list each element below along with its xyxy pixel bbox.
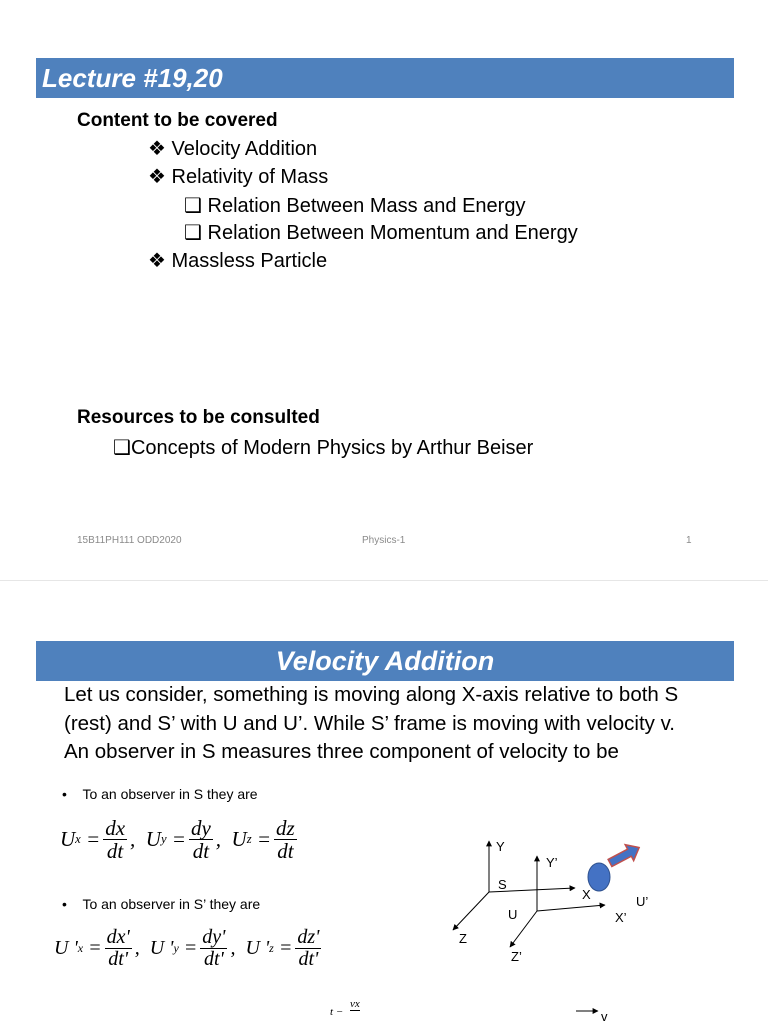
diamond-bullet-icon: ❖ <box>148 138 166 160</box>
u-prime-arrow-icon <box>606 840 644 871</box>
resource-item: ❑Concepts of Modern Physics by Arthur Beiser <box>113 437 534 459</box>
x-prime-axis <box>537 905 605 911</box>
resources-heading: Resources to be consulted <box>77 407 320 428</box>
footer-course-code: 15B11PH111 ODD2020 <box>77 535 182 546</box>
square-bullet-icon: ❑ <box>113 437 131 459</box>
equation-observer-s: U x = $\frac{dx}{dt}$ , U y = $\frac{dy}{dt}$ , U z = $\frac{dz}{dt}$ <box>60 816 295 864</box>
dot-bullet-icon: • <box>62 896 67 912</box>
slide-title: Velocity Addition <box>36 641 734 681</box>
label-z: Z <box>459 931 467 946</box>
label-v: v <box>601 1009 608 1024</box>
label-y: Y <box>496 839 505 854</box>
label-x-prime: X’ <box>615 910 627 925</box>
slide-2 <box>0 580 768 1025</box>
label-y-prime: Y’ <box>546 855 558 870</box>
content-subitem: ❑ Relation Between Momentum and Energy <box>184 222 578 244</box>
content-item: ❖ Relativity of Mass <box>148 166 329 188</box>
content-item: ❖ Massless Particle <box>148 250 328 272</box>
content-subitem: ❑ Relation Between Mass and Energy <box>184 195 526 217</box>
label-z-prime: Z’ <box>511 949 522 964</box>
label-u: U <box>508 907 518 922</box>
square-bullet-icon: ❑ <box>184 222 202 244</box>
diamond-bullet-icon: ❖ <box>148 166 166 188</box>
dot-bullet-icon: • <box>62 786 67 802</box>
reference-frames-diagram <box>440 831 760 1025</box>
footer-page-number: 1 <box>686 535 692 546</box>
intro-paragraph: Let us consider, something is moving along X-axis relative to both S (rest) and S’ with U and U’. While S’ frame is moving with velocity v. An observer in S measures three component of velocity to be <box>64 683 679 763</box>
partial-equation: t − vx <box>330 998 360 1018</box>
diamond-bullet-icon: ❖ <box>148 250 166 272</box>
content-item: ❖ Velocity Addition <box>148 138 318 160</box>
bullet-observer-s: • To an observer in S they are <box>62 786 258 802</box>
z-axis <box>453 892 489 930</box>
slide-title: Lecture #19,20 <box>36 58 734 98</box>
moving-object-icon <box>588 863 610 891</box>
equation-observer-s-prime: U ' x = $\frac{dx'}{dt'}$ , U ' y = $\frac{dy'}{dt'}$ , U ' z = $\frac{dz'}{dt'}$ <box>54 926 320 970</box>
label-s: S <box>498 877 507 892</box>
label-u-prime: U’ <box>636 894 649 909</box>
label-x: X <box>582 887 591 902</box>
content-heading: Content to be covered <box>77 110 278 131</box>
bullet-observer-s-prime: • To an observer in S’ they are <box>62 896 261 912</box>
footer-course-name: Physics-1 <box>362 535 406 546</box>
square-bullet-icon: ❑ <box>184 195 202 217</box>
